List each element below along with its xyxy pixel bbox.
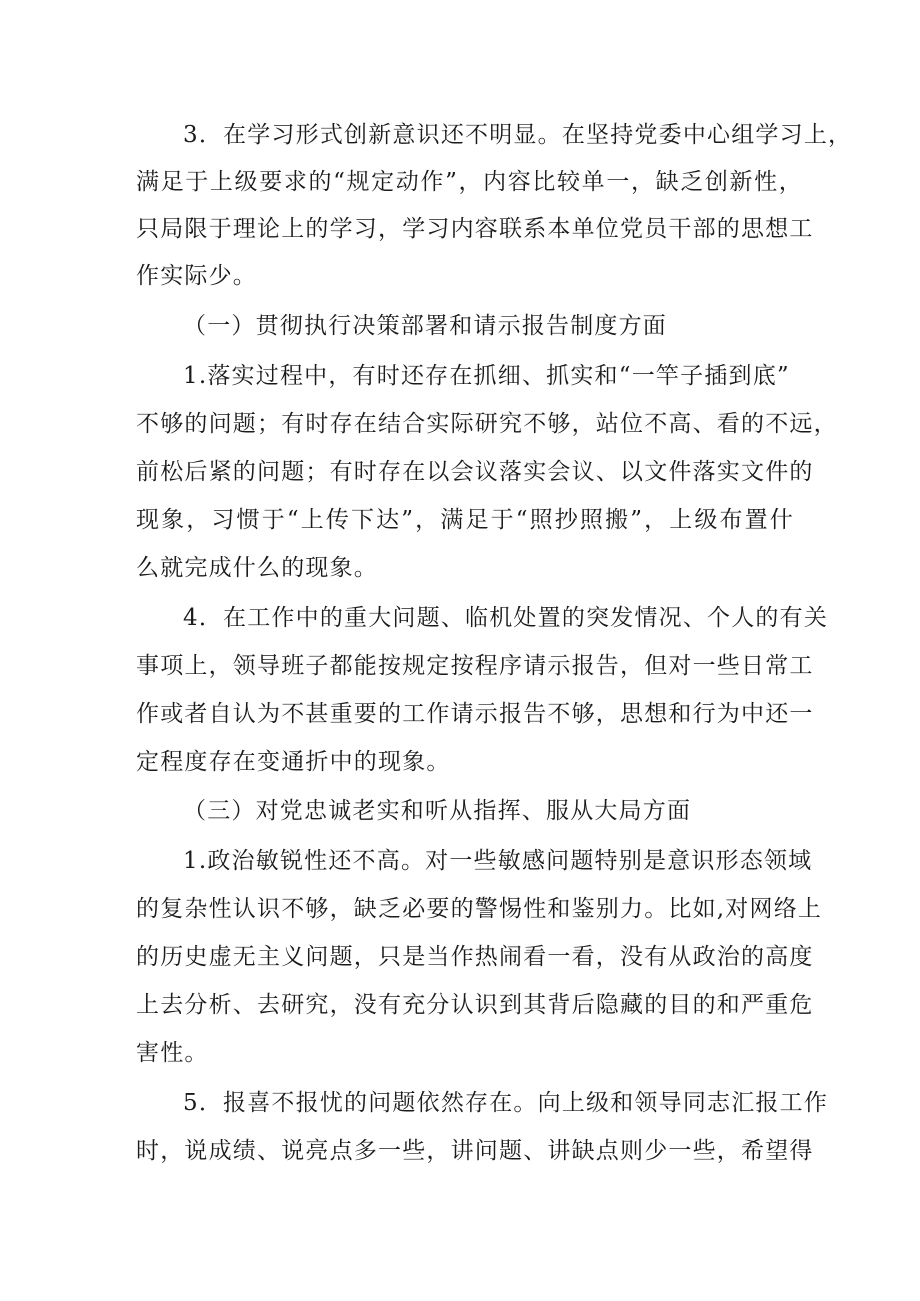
paragraph-line: 只局限于理论上的学习，学习内容联系本单位党员干部的思想工 [136, 216, 814, 242]
paragraph-line: 不够的问题；有时存在结合实际研究不够，站位不高、看的不远， [136, 411, 838, 437]
section-heading: （三）对党忠诚老实和听从指挥、服从大局方面 [183, 798, 692, 824]
paragraph-line: 3．在学习形式创新意识还不明显。在坚持党委中心组学习上， [183, 122, 853, 148]
paragraph-line: 时，说成绩、说亮点多一些，讲问题、讲缺点则少一些，希望得 [136, 1138, 814, 1164]
paragraph-line: 害性。 [136, 1040, 209, 1066]
paragraph-line: 前松后紧的问题；有时存在以会议落实会议、以文件落实文件的 [136, 459, 814, 485]
paragraph-line: 5．报喜不报忧的问题依然存在。向上级和领导同志汇报工作 [183, 1090, 829, 1116]
paragraph-line: 作实际少。 [136, 263, 257, 289]
paragraph-line: 作或者自认为不甚重要的工作请示报告不够，思想和行为中还一 [136, 701, 814, 727]
section-heading: （一）贯彻执行决策部署和请示报告制度方面 [183, 313, 667, 339]
paragraph-line: 满足于上级要求的“规定动作”，内容比较单一，缺乏创新性， [136, 169, 803, 195]
paragraph-line: 的历史虚无主义问题，只是当作热闹看一看，没有从政治的高度 [136, 944, 814, 970]
paragraph-line: 4．在工作中的重大问题、临机处置的突发情况、个人的有关 [183, 605, 829, 631]
paragraph-line: 1.政治敏锐性还不高。对一些敏感问题特别是意识形态领域 [183, 848, 813, 874]
paragraph-line: 现象，习惯于“上传下达”，满足于“照抄照搬”，上级布置什 [136, 507, 794, 533]
paragraph-line: 的复杂性认识不够，缺乏必要的警惕性和鉴别力。比如,对网络上 [136, 896, 823, 922]
paragraph-line: 1.落实过程中，有时还存在抓细、抓实和“一竿子插到底” [183, 363, 790, 389]
paragraph-line: 上去分析、去研究，没有充分认识到其背后隐藏的目的和严重危 [136, 992, 814, 1018]
paragraph-line: 事项上，领导班子都能按规定按程序请示报告，但对一些日常工 [136, 653, 814, 679]
paragraph-line: 么就完成什么的现象。 [136, 555, 378, 581]
paragraph-line: 定程度存在变通折中的现象。 [136, 749, 451, 775]
